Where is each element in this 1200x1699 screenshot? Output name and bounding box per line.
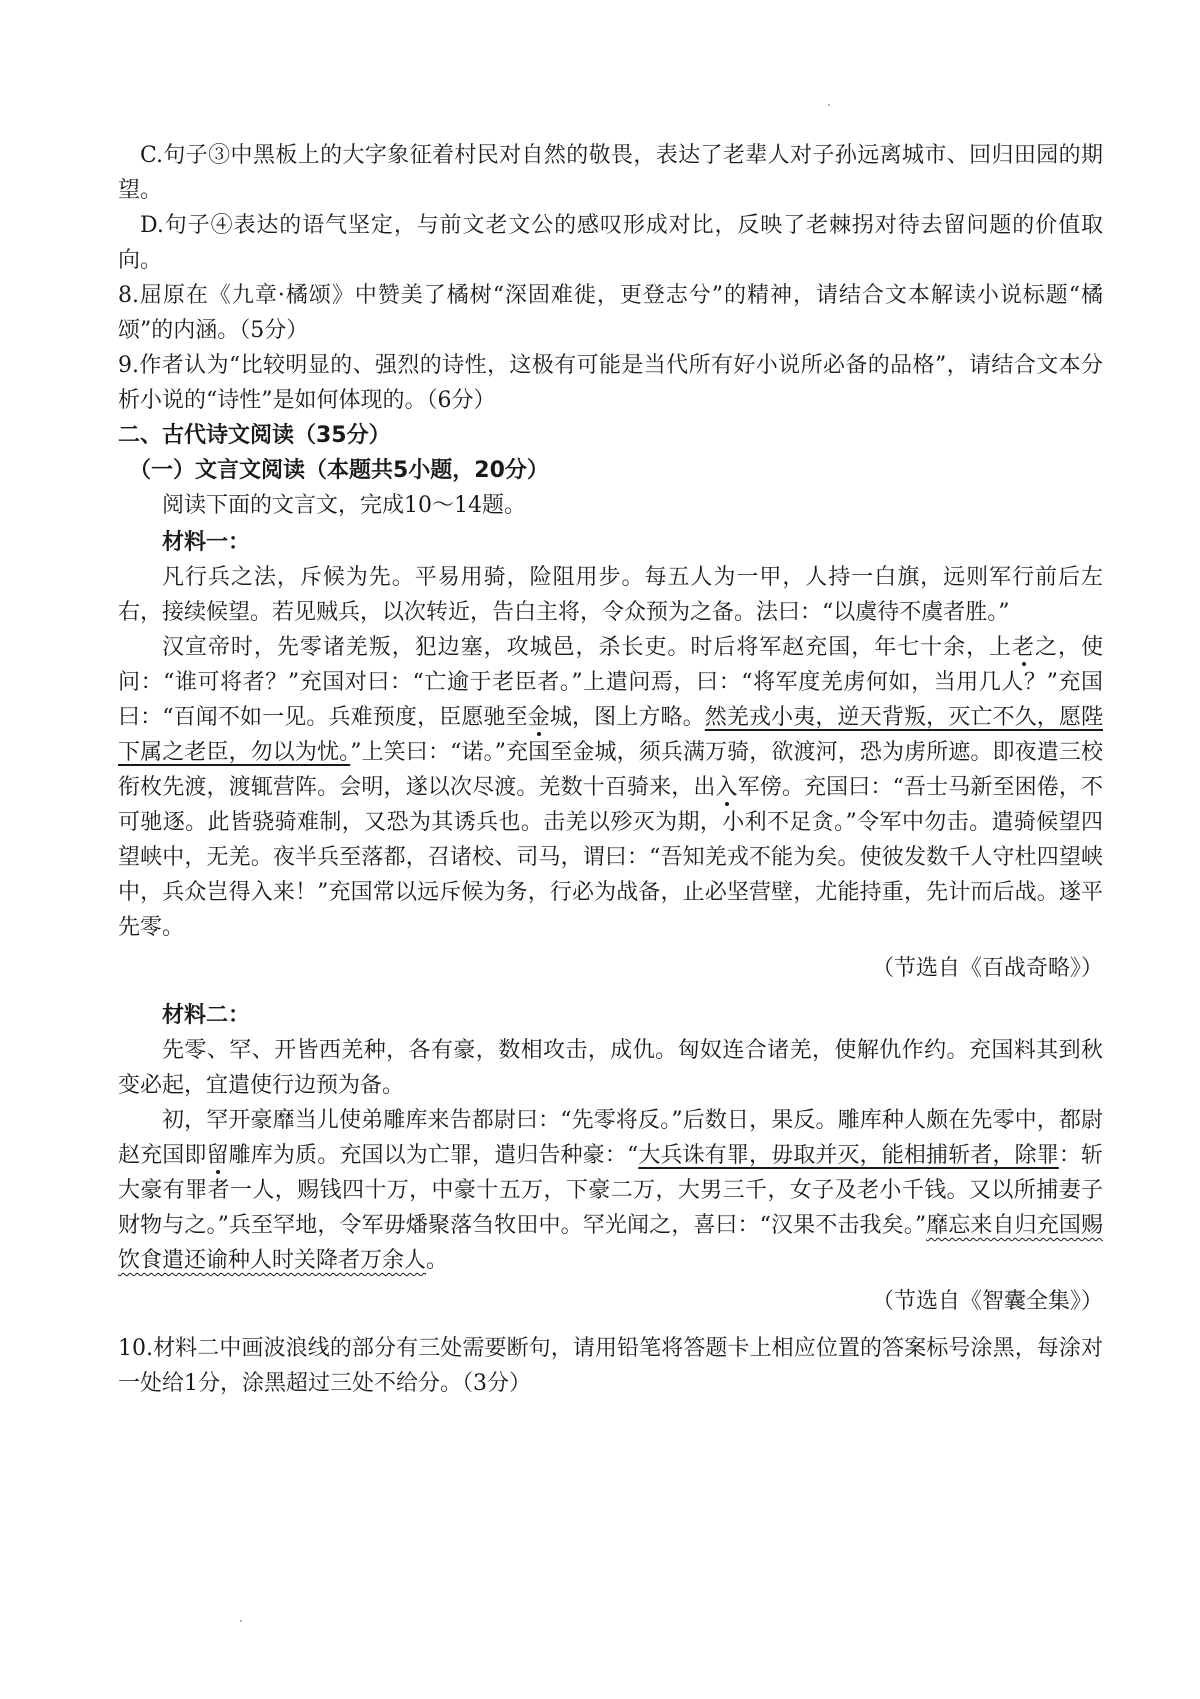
material-1-paragraph	[118, 630, 1103, 945]
q7-option-c: C.句子③中黑板上的大字象征着村民对自然的敬畏，表达了老辈人对子孙远离城市、回归田园的期望。	[118, 143, 1103, 203]
material-1-source: （节选自《百战奇略》）	[871, 956, 1103, 981]
dotted-character: 老	[1012, 635, 1036, 660]
q7-option-d: D.句子④表达的语气坚定，与前文老文公的感叹形成对比，反映了老棘拐对待去留问题的价值取向。	[118, 213, 1103, 273]
material-2-label: 材料二：	[162, 1003, 251, 1028]
dotted-character: 留	[206, 1143, 229, 1168]
question-10: 10.材料二中画波浪线的部分有三处需要断句，请用铅笔将答题卡上相应位置的答案标号涂黑，每涂对一处给1分，涂黑超过三处不给分。（3分）	[118, 1336, 1103, 1396]
subsection-heading: （一）文言文阅读（本题共5小题，20分）	[129, 458, 549, 483]
material-2-paragraph: 先零、罕、开皆西羌种，各有豪，数相攻击，成仇。匈奴连合诸羌，使解仇作约。充国料其到秋变必起，宜遣使行边预为备。	[118, 1038, 1103, 1098]
material-2-paragraph	[118, 1103, 1103, 1278]
wavy-underlined-sentence: 靡忘来自归充国赐饮食遣还谕种人时关降者万余人	[118, 1213, 1103, 1273]
dotted-character: 金	[527, 705, 550, 730]
reading-instruction: 阅读下面的文言文，完成10～14题。	[162, 493, 526, 518]
text-run: ”上笑曰：“诺。”充国至金城，须兵满万骑，欲渡河，恐为虏所遮。即夜遣三校衔枚先渡，渡辄营阵。会明，遂以次尽渡。羌数十百骑来，出	[118, 740, 1103, 800]
page-content	[118, 138, 1103, 1401]
text-run: 雕库为质。充国以为亡罪，遣归告种豪：“	[228, 1143, 639, 1168]
text-run: 之，使问：“谁可将者？”充国对曰：“亡逾于老臣者。”上遣问焉，曰：“将军度羌虏何如，当用几人？”充国曰：“百闻不如一见。兵难预度，臣愿驰至	[118, 635, 1103, 730]
scan-speck	[828, 104, 830, 106]
text-run: 城，图上方略。	[549, 705, 705, 730]
text-run: 。	[426, 1248, 449, 1273]
text-run: 初，罕开豪靡当儿使弟雕库来告都尉曰：“先零将反。”后数日，果反。雕库种人颇在先零中，都尉赵充国即	[118, 1108, 1103, 1168]
question-8: 8.屈原在《九章·橘颂》中赞美了橘树“深固难徙，更登志兮”的精神，请结合文本解读小说标题“橘颂”的内涵。（5分）	[118, 283, 1103, 343]
underlined-sentence: 然羌戎小夷，逆天背叛，灭亡不久，愿陛下属之老臣，勿以为忧。	[118, 705, 1103, 765]
section-heading: 二、古代诗文阅读（35分）	[118, 423, 391, 448]
dotted-character: 入	[715, 775, 738, 800]
text-run: 汉宣帝时，先零诸羌叛，犯边塞，攻城邑，杀长吏。时后将军赵充国，年七十余，上	[162, 635, 1013, 660]
question-9: 9.作者认为“比较明显的、强烈的诗性，这极有可能是当代所有好小说所必备的品格”，请结合文本分析小说的“诗性”是如何体现的。（6分）	[118, 353, 1103, 413]
scan-speck	[240, 1620, 242, 1622]
text-run: ：斩大豪有罪者一人，赐钱四十万，中豪十五万，下豪二万，大男三千，女子及老小千钱。又以所捕妻子财物与之。”兵至罕地，令军毋燔聚落刍牧田中。罕光闻之，喜曰：“汉果不击我矣。”	[118, 1143, 1103, 1238]
underlined-sentence: 大兵诛有罪，毋取并灭，能相捕斩者，除罪	[638, 1143, 1059, 1168]
material-1-paragraph: 凡行兵之法，斥候为先。平易用骑，险阻用步。每五人为一甲，人持一白旗，远则军行前后左右，接续候望。若见贼兵，以次转近，告白主将，令众预为之备。法曰：“以虞待不虞者胜。”	[118, 565, 1103, 625]
material-2-source: （节选自《智囊全集》）	[871, 1289, 1103, 1314]
material-1-label: 材料一：	[162, 530, 251, 555]
text-run: 军傍。充国曰：“吾士马新至困倦，不可驰逐。此皆骁骑难制，又恐为其诱兵也。击羌以殄灭为期，小利不足贪。”令军中勿击。遣骑候望四望峡中，无羌。夜半兵至落都，召诸校、司马，谓曰：“吾知羌戎不能为矣。使彼发数千人守杜四望峡中，兵众岂得入来！”充国常以远斥候为务，行必为战备，止必坚营壁，尤能持重，先计而后战。遂平先零。	[118, 775, 1103, 940]
